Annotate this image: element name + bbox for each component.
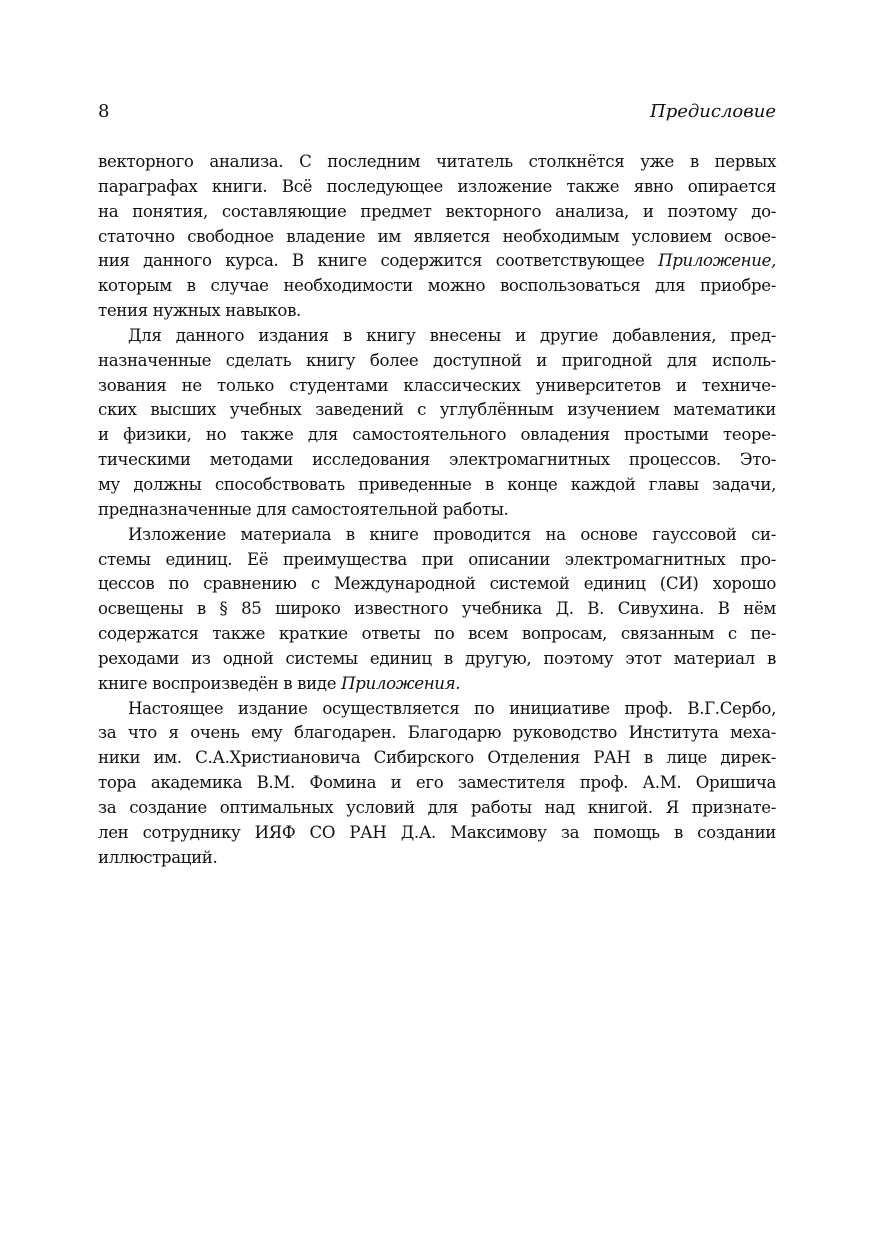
running-title: Предисловие xyxy=(650,101,776,122)
text-line: иллюстраций. xyxy=(98,847,218,867)
text-line: которым в случае необходимости можно воспользоваться для приобре- xyxy=(98,276,776,296)
text-line-with-emphasis xyxy=(98,249,776,274)
text-line: освещены в § 85 широко известного учебника Д. В. Сивухина. В нём xyxy=(98,599,776,619)
text-line: Изложение материала в книге проводится на основе гауссовой си- xyxy=(128,524,776,544)
running-head xyxy=(98,98,776,126)
text-line: за создание оптимальных условий для работы над книгой. Я признате- xyxy=(98,797,776,817)
text-line: предназначенные для самостоятельной работы. xyxy=(98,499,509,519)
text-line: за что я очень ему благодарен. Благодарю руководство Института меха- xyxy=(98,723,776,743)
text-line: Настоящее издание осуществляется по инициативе проф. В.Г.Сербо, xyxy=(128,698,776,718)
text-line: зования не только студентами классических университетов и техниче- xyxy=(98,375,776,395)
text-line: векторного анализа. С последним читатель столкнётся уже в первых xyxy=(98,152,776,171)
text-line: Для данного издания в книгу внесены и другие добавления, пред- xyxy=(128,325,776,345)
text-line: тора академика В.М. Фомина и его заместителя проф. А.М. Оришича xyxy=(98,773,776,793)
text-line: стемы единиц. Её преимущества при описании электромагнитных про- xyxy=(98,549,776,569)
text-line: тения нужных навыков. xyxy=(98,301,301,321)
text-line: содержатся также краткие ответы по всем вопросам, связанным с пе- xyxy=(98,624,776,644)
text-line: реходами из одной системы единиц в другую, поэтому этот материал в xyxy=(98,648,776,668)
text-line: лен сотруднику ИЯФ СО РАН Д.А. Максимову за помощь в создании xyxy=(98,822,776,842)
paragraph-3 xyxy=(98,523,776,697)
text-line: параграфах книги. Всё последующее изложение также явно опирается xyxy=(98,176,776,196)
text-line: тическими методами исследования электромагнитных процессов. Это- xyxy=(98,450,776,470)
text-line: ских высших учебных заведений с углублённым изучением математики xyxy=(98,400,776,420)
text-body xyxy=(98,150,776,870)
paragraph-4 xyxy=(98,697,776,871)
text-line: назначенные сделать книгу более доступной и пригодной для исполь- xyxy=(98,350,776,370)
text-line-with-emphasis xyxy=(98,672,776,697)
text-line: цессов по сравнению с Международной системой единиц (СИ) хорошо xyxy=(98,574,776,594)
text-line: ники им. С.А.Христиановича Сибирского Отделения РАН в лице дирек- xyxy=(98,748,776,768)
text-line: на понятия, составляющие предмет векторного анализа, и поэтому до- xyxy=(98,201,776,221)
text-line: му должны способствовать приведенные в конце каждой главы задачи, xyxy=(98,474,776,494)
page-number: 8 xyxy=(98,101,110,122)
text-segment: ния данного курса. В книге содержится соответствующее xyxy=(98,251,645,271)
text-segment: книге воспроизведён в виде xyxy=(98,673,337,693)
paragraph-1 xyxy=(98,150,776,324)
emphasized-term: Приложение, xyxy=(658,251,776,271)
emphasized-term: Приложения. xyxy=(341,673,461,693)
text-line: статочно свободное владение им является необходимым условием освое- xyxy=(98,226,776,246)
paragraph-2 xyxy=(98,324,776,523)
text-line: и физики, но также для самостоятельного овладения простыми теоре- xyxy=(98,425,776,445)
